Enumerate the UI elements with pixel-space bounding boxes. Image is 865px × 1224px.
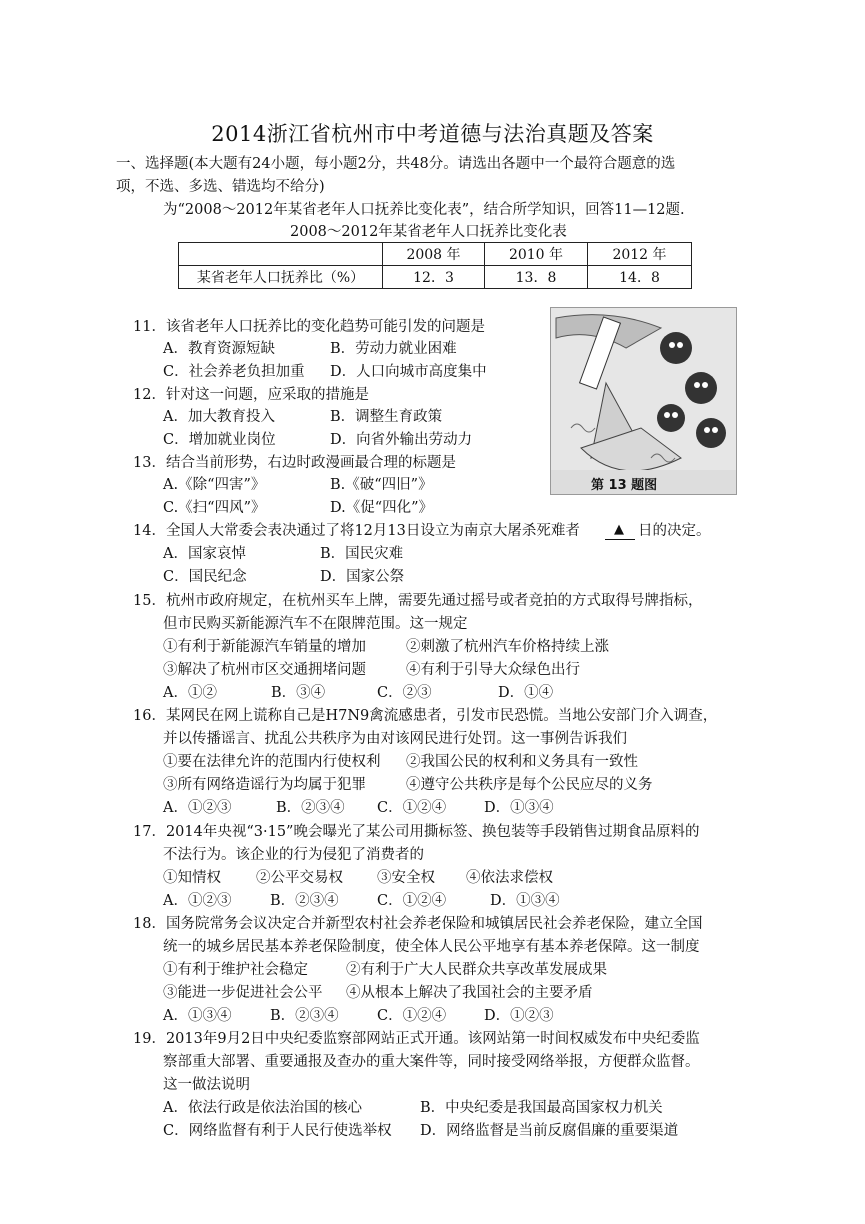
option-d: D．①③④ (484, 800, 554, 816)
option-c: C．国民纪念 (163, 569, 247, 585)
option-d: D．网络监督是当前反腐倡廉的重要渠道 (420, 1123, 679, 1139)
option-c: C．增加就业岗位 (163, 432, 276, 448)
statement-3: ③安全权 (377, 870, 435, 886)
statement-1: ①有利于维护社会稳定 (163, 962, 308, 978)
cartoon-caption: 第 13 题图 (591, 478, 658, 493)
option-c: C.《扫“四风”》 (163, 500, 266, 516)
blank-underline (605, 521, 635, 540)
option-d: D．①③④ (490, 893, 560, 909)
table-cell: 12．3 (383, 266, 485, 289)
option-d: D．人口向城市高度集中 (330, 364, 487, 380)
statement-3: ③能进一步促进社会公平 (163, 985, 323, 1001)
triangle-icon: ▲ (614, 522, 624, 537)
section-heading-cont: 项，不选、多选、错选均不给分) (116, 179, 325, 195)
statement-4: ④从根本上解决了我国社会的主要矛盾 (346, 985, 593, 1001)
question-stem-line2: 不法行为。该企业的行为侵犯了消费者的 (163, 847, 424, 863)
statement-4: ④遵守公共秩序是每个公民应尽的义务 (406, 777, 653, 793)
option-b: B．国民灾难 (320, 546, 404, 562)
table-header-cell: 2008 年 (383, 243, 485, 266)
question-stem: 17．2014年央视“3·15”晚会曝光了某公司用撕标签、换包装等手段销售过期食品原料的 (133, 824, 700, 840)
section-heading: 一、选择题(本大题有24小题，每小题2分，共48分。请选出各题中一个最符合题意的选 (116, 156, 676, 172)
option-a: A．①②③ (163, 893, 232, 909)
option-a: A．加大教育投入 (163, 409, 275, 425)
table-cell: 13．8 (485, 266, 588, 289)
cartoon-image (550, 307, 737, 495)
option-a: A．国家哀悼 (163, 546, 246, 562)
table-caption: 2008～2012年某省老年人口抚养比变化表 (290, 224, 567, 240)
option-a: A．①② (163, 685, 217, 701)
question-stem-line2: 但市民购买新能源汽车不在限牌范围。这一规定 (163, 616, 468, 632)
question-stem: 18．国务院常务会议决定合并新型农村社会养老保险和城镇居民社会养老保险，建立全国 (133, 916, 703, 932)
option-b: B．调整生育政策 (330, 409, 443, 425)
option-b: B．②③④ (270, 893, 339, 909)
option-d: D.《促“四化”》 (330, 500, 434, 516)
question-stem: 15．杭州市政府规定，在杭州买车上牌，需要先通过摇号或者竞拍的方式取得号牌指标， (133, 593, 703, 609)
question-stem-line3: 这一做法说明 (163, 1077, 250, 1093)
table-row (179, 266, 692, 289)
statement-1: ①知情权 (163, 870, 221, 886)
option-b: B．劳动力就业困难 (330, 341, 457, 357)
data-table (178, 242, 692, 289)
table-cell: 14．8 (588, 266, 692, 289)
question-stem: 14．全国人大常委会表决通过了将12月13日设立为南京大屠杀死难者 (133, 523, 580, 539)
table-row-label: 某省老年人口抚养比（%） (179, 266, 383, 289)
option-d: D．国家公祭 (320, 569, 405, 585)
statement-1: ①要在法律允许的范围内行使权利 (163, 754, 381, 770)
table-corner-cell (179, 243, 383, 266)
option-b: B．②③④ (276, 800, 345, 816)
statement-2: ②我国公民的权利和义务具有一致性 (406, 754, 638, 770)
option-c: C．①②④ (377, 893, 447, 909)
option-a: A．①②③ (163, 800, 232, 816)
statement-3: ③解决了杭州市区交通拥堵问题 (163, 662, 366, 678)
option-d: D．①④ (498, 685, 554, 701)
question-stem-line2: 统一的城乡居民基本养老保险制度，使全体人民公平地享有基本养老保障。这一制度 (163, 939, 700, 955)
statement-4: ④依法求偿权 (466, 870, 553, 886)
option-a: A．①③④ (163, 1008, 232, 1024)
option-c: C．①②④ (377, 800, 447, 816)
option-b: B．②③④ (270, 1008, 339, 1024)
option-c: C．网络监督有利于人民行使选举权 (163, 1123, 392, 1139)
question-stem-end: 日的决定。 (638, 523, 711, 539)
statement-3: ③所有网络造谣行为均属于犯罪 (163, 777, 366, 793)
question-stem-line2: 察部重大部署、重要通报及查办的重大案件等，同时接受网络举报，方便群众监督。 (163, 1054, 700, 1070)
table-intro: 为“2008～2012年某省老年人口抚养比变化表”，结合所学知识，回答11—12题. (163, 202, 685, 218)
question-stem: 13．结合当前形势，右边时政漫画最合理的标题是 (133, 455, 456, 471)
option-b: B.《破“四旧”》 (330, 477, 433, 493)
statement-2: ②有利于广大人民群众共享改革发展成果 (346, 962, 607, 978)
option-d: D．向省外输出劳动力 (330, 432, 473, 448)
option-c: C．②③ (377, 685, 432, 701)
table-header-cell: 2010 年 (485, 243, 588, 266)
option-c: C．社会养老负担加重 (163, 364, 305, 380)
page-title: 2014浙江省杭州市中考道德与法治真题及答案 (211, 122, 654, 146)
question-stem: 19．2013年9月2日中央纪委监察部网站正式开通。该网站第一时间权威发布中央纪委监 (133, 1031, 700, 1047)
question-stem-line2: 并以传播谣言、扰乱公共秩序为由对该网民进行处罚。这一事例告诉我们 (163, 731, 627, 747)
statement-2: ②刺激了杭州汽车价格持续上涨 (406, 639, 609, 655)
table-header-row (179, 243, 692, 266)
option-a: A.《除“四害”》 (163, 477, 266, 493)
question-stem: 12．针对这一问题，应采取的措施是 (133, 387, 369, 403)
option-d: D．①②③ (484, 1008, 554, 1024)
question-stem: 16．某网民在网上谎称自己是H7N9禽流感患者，引发市民恐慌。当地公安部门介入调查， (133, 708, 718, 724)
option-b: B．③④ (271, 685, 326, 701)
table-header-cell: 2012 年 (588, 243, 692, 266)
option-b: B．中央纪委是我国最高国家权力机关 (420, 1100, 663, 1116)
cartoon-drawing (551, 308, 736, 494)
option-c: C．①②④ (377, 1008, 447, 1024)
statement-4: ④有利于引导大众绿色出行 (406, 662, 580, 678)
option-a: A．依法行政是依法治国的核心 (163, 1100, 362, 1116)
statement-2: ②公平交易权 (256, 870, 343, 886)
option-a: A．教育资源短缺 (163, 341, 275, 357)
question-stem: 11．该省老年人口抚养比的变化趋势可能引发的问题是 (133, 319, 485, 335)
statement-1: ①有利于新能源汽车销量的增加 (163, 639, 366, 655)
